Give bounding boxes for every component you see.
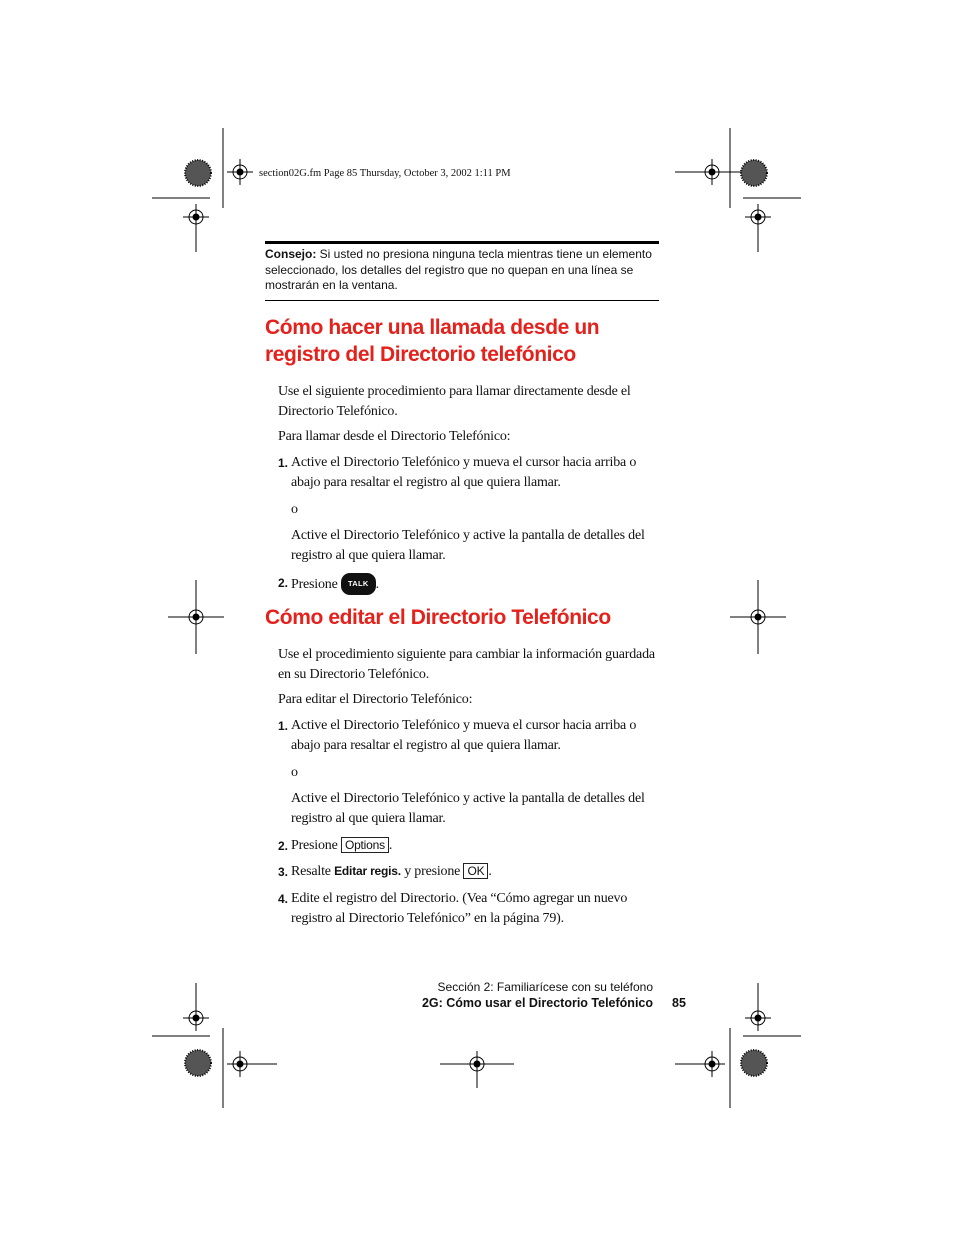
step-text: Edite el registro del Directorio. (Vea “Cómo agregar un nuevo registro al Directorio Telefónico” en la página 79). [291,891,628,926]
step-text: Presione TALK . [291,573,671,595]
step-alt-text: Active el Directorio Telefónico y active la pantalla de detalles del registro al que quiera llamar. [291,528,645,563]
tip-top-rule [265,241,659,244]
step-text: Active el Directorio Telefónico y mueva el cursor hacia arriba o abajo para resaltar el registro al que quiera llamar. [291,455,637,490]
step-text: Resalte Editar regis. y presione OK . [291,864,492,879]
step-number: 4. [278,892,289,906]
file-info-header: section02G.fm Page 85 Thursday, October 3, 2002 1:11 PM [259,168,511,179]
tip-text: Si usted no presiona ninguna tecla mientras tiene un elemento seleccionado, los detalles del registro que no quepan en una línea se mostrarán en la ventana. [265,247,652,292]
press-text: Presione [291,577,338,592]
step-number: 1. [278,719,289,733]
ok-softkey: OK [463,863,488,879]
section-intro: Use el siguiente procedimiento para llamar directamente desde el Directorio Telefónico. [278,384,631,419]
step-number: 2. [278,839,289,853]
section-title: Cómo hacer una llamada desde un registro del Directorio telefónico [265,316,600,366]
step-text: Active el Directorio Telefónico y mueva el cursor hacia arriba o abajo para resaltar el registro al que quiera llamar. [291,718,637,753]
tip-bottom-rule [265,300,659,301]
step-number: 2. [278,576,289,590]
step-number: 1. [278,456,289,470]
section-lead: Para editar el Directorio Telefónico: [278,692,473,707]
footer-section: Sección 2: Familiarícese con su teléfono [437,980,653,994]
menu-item-name: Editar regis. [334,864,401,878]
talk-key-icon: TALK [341,573,376,595]
tip-label: Consejo: [265,247,317,261]
section-intro: Use el procedimiento siguiente para cambiar la información guardada en su Directorio Telefónico. [278,647,655,682]
step-text: Presione Options . [291,838,393,853]
options-softkey: Options [341,837,389,853]
section-title: Cómo editar el Directorio Telefónico [265,606,611,629]
step-alt-text: Active el Directorio Telefónico y active la pantalla de detalles del registro al que quiera llamar. [291,791,645,826]
step-number: 3. [278,865,289,879]
tip-box [265,247,659,294]
footer-chapter: 2G: Cómo usar el Directorio Telefónico [421,996,653,1010]
section-lead: Para llamar desde el Directorio Telefónico: [278,429,511,444]
or-text: o [291,765,298,780]
page-number: 85 [672,996,686,1010]
or-text: o [291,502,298,517]
